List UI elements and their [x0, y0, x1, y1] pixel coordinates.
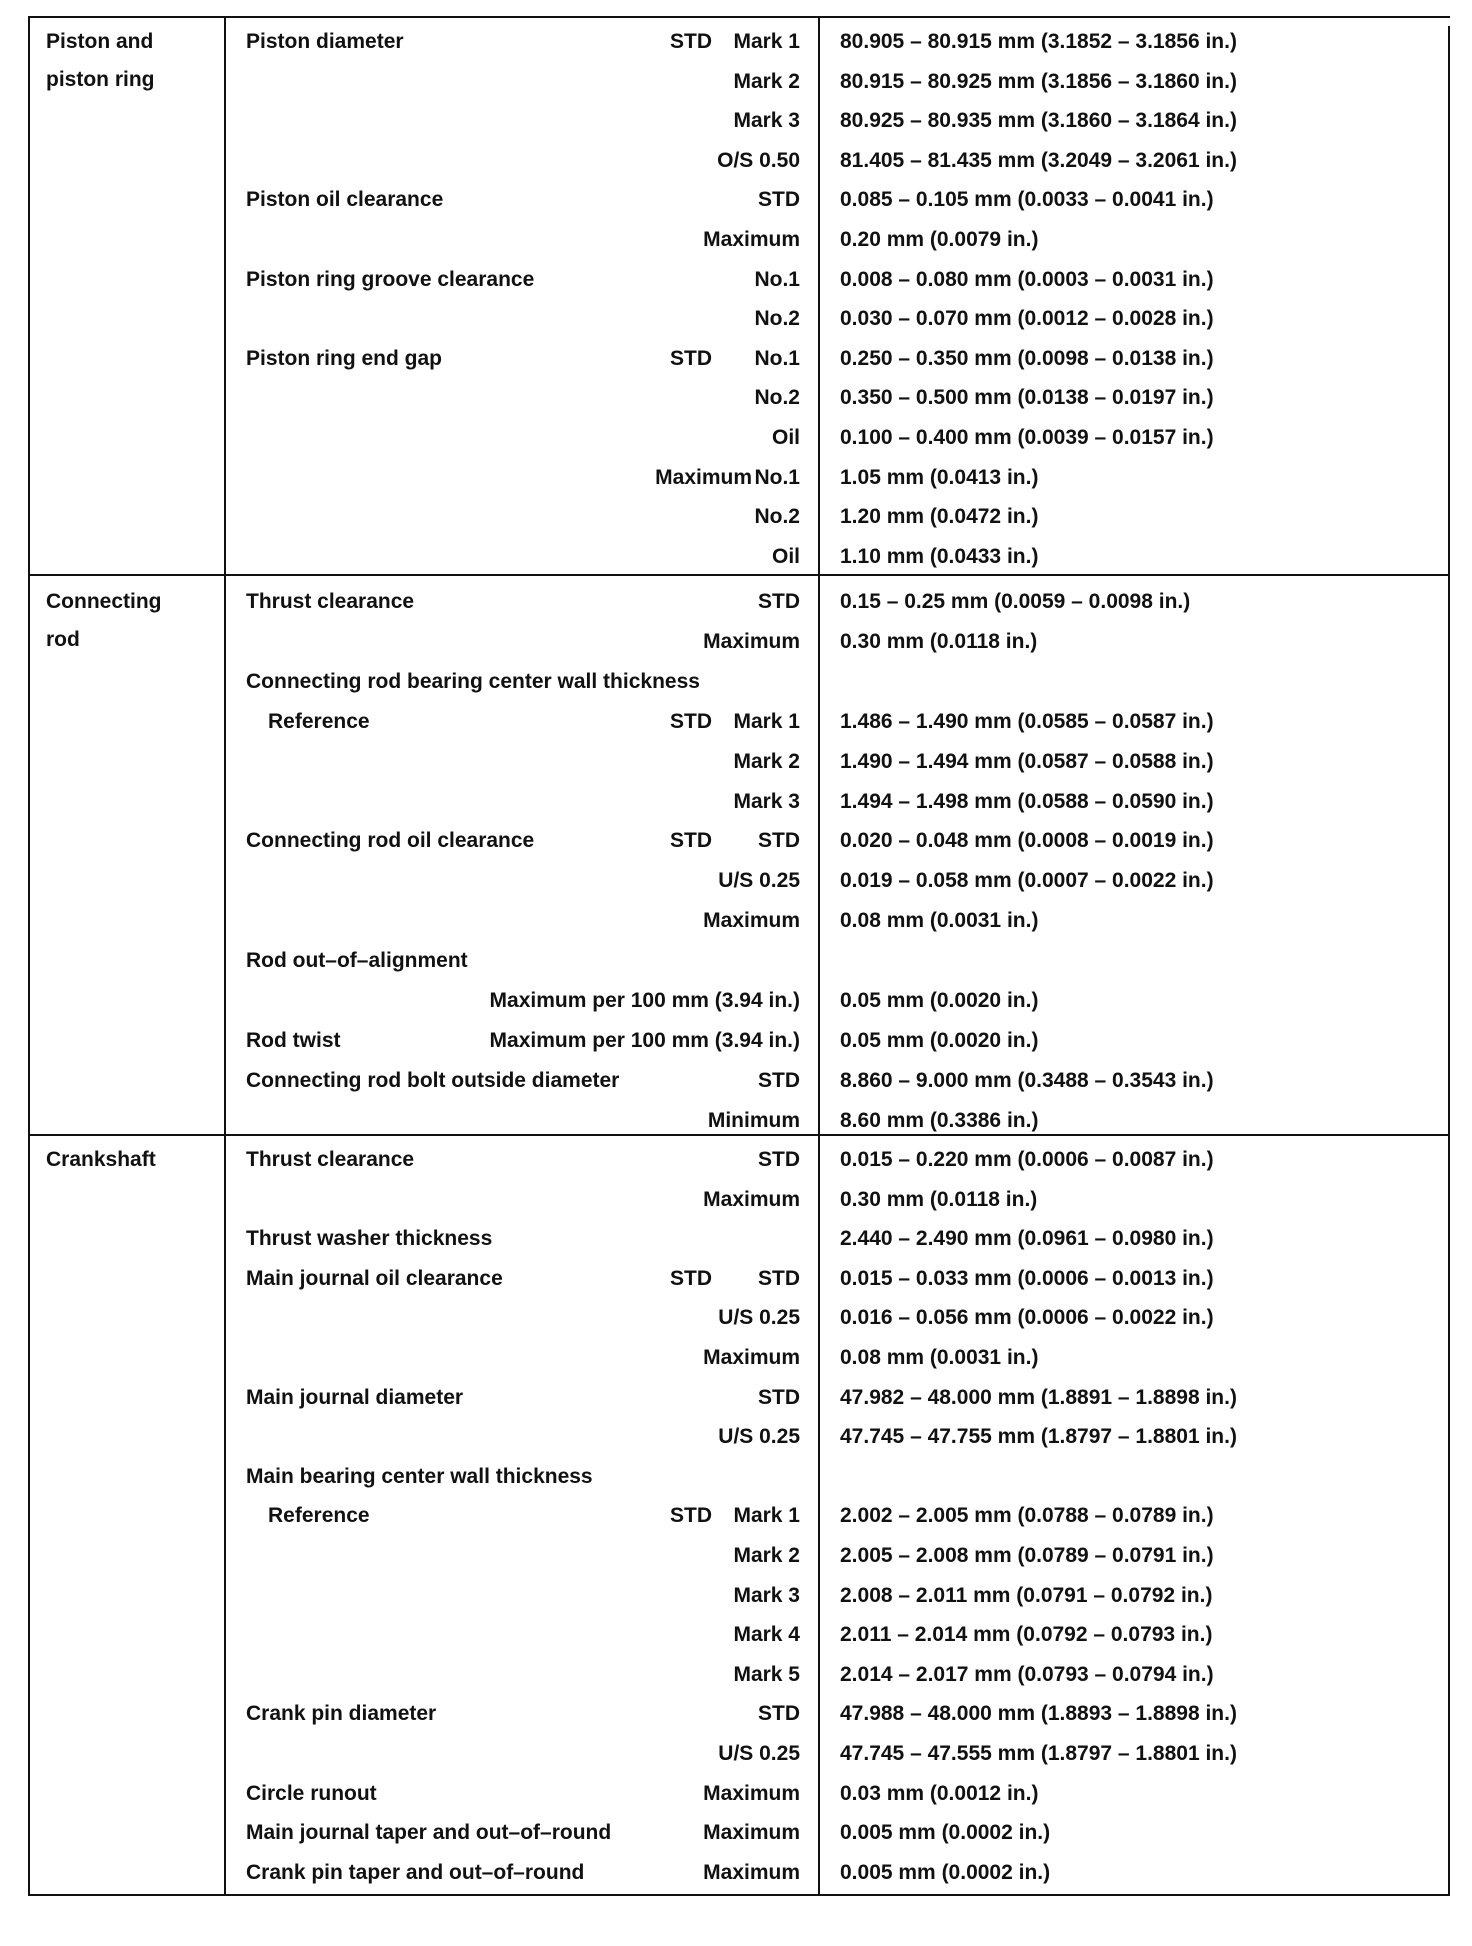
spec-value: 1.490 – 1.494 mm (0.0587 – 0.0588 in.): [840, 749, 1214, 773]
spec-row: [0, 1655, 1472, 1695]
spec-value: 0.019 – 0.058 mm (0.0007 – 0.0022 in.): [840, 869, 1214, 893]
spec-row: [0, 1615, 1472, 1655]
spec-value: 8.860 – 9.000 mm (0.3488 – 0.3543 in.): [840, 1068, 1214, 1092]
condition-major: Maximum: [655, 465, 752, 489]
spec-row: [0, 1496, 1472, 1536]
spec-row: [0, 1180, 1472, 1220]
condition: No.1: [754, 465, 800, 489]
spec-value: 47.988 – 48.000 mm (1.8893 – 1.8898 in.): [840, 1702, 1237, 1726]
spec-row: [0, 941, 1472, 981]
spec-value: 0.30 mm (0.0118 in.): [840, 629, 1038, 653]
spec-value: 0.015 – 0.033 mm (0.0006 – 0.0013 in.): [840, 1266, 1214, 1290]
item-name: Piston ring end gap: [246, 346, 443, 370]
spec-row: [0, 180, 1472, 220]
spec-row: [0, 861, 1472, 901]
spec-row: [0, 1219, 1472, 1259]
spec-value: 2.002 – 2.005 mm (0.0788 – 0.0789 in.): [840, 1504, 1214, 1528]
spec-value: 0.016 – 0.056 mm (0.0006 – 0.0022 in.): [840, 1306, 1214, 1330]
spec-value: 0.350 – 0.500 mm (0.0138 – 0.0197 in.): [840, 386, 1214, 410]
spec-row: [0, 1101, 1472, 1141]
spec-row: [0, 1734, 1472, 1774]
spec-value: 0.05 mm (0.0020 in.): [840, 989, 1039, 1012]
condition-major: STD: [670, 30, 712, 53]
spec-row: [0, 1298, 1472, 1338]
condition: Mark 2: [733, 69, 800, 93]
spec-value: 0.05 mm (0.0020 in.): [840, 1028, 1039, 1052]
spec-row: [0, 1853, 1472, 1893]
condition: STD: [758, 590, 800, 613]
section-label: Connecting: [46, 590, 162, 613]
spec-value: 0.20 mm (0.0079 in.): [840, 228, 1039, 251]
condition: No.1: [754, 346, 800, 370]
item-name: Connecting rod oil clearance: [246, 829, 535, 853]
spec-row: [0, 622, 1472, 662]
spec-row: [0, 1259, 1472, 1299]
spec-row: [0, 1813, 1472, 1853]
spec-value: 0.08 mm (0.0031 in.): [840, 1346, 1039, 1369]
item-name: Rod twist: [246, 1028, 341, 1052]
section-label: piston ring: [46, 68, 155, 91]
spec-value: 0.15 – 0.25 mm (0.0059 – 0.0098 in.): [840, 590, 1191, 613]
item-name: Rod out–of–alignment: [246, 949, 468, 973]
condition: No.2: [754, 505, 800, 529]
spec-value: 1.05 mm (0.0413 in.): [840, 465, 1039, 489]
item-name: Main journal oil clearance: [246, 1266, 503, 1290]
item-name: Reference: [268, 1504, 370, 1528]
spec-value: 2.005 – 2.008 mm (0.0789 – 0.0791 in.): [840, 1544, 1214, 1567]
condition: Maximum: [703, 1860, 800, 1884]
spec-value: 8.60 mm (0.3386 in.): [840, 1108, 1039, 1132]
condition: Maximum: [703, 1821, 800, 1845]
spec-row: [0, 702, 1472, 742]
spec-row: [0, 299, 1472, 339]
condition-major: STD: [670, 1504, 712, 1528]
item-name: Main journal diameter: [246, 1385, 464, 1409]
section-label: Piston and: [46, 30, 154, 53]
item-name: Connecting rod bolt outside diameter: [246, 1068, 620, 1092]
condition-major: STD: [670, 709, 712, 733]
spec-value: 0.08 mm (0.0031 in.): [840, 909, 1039, 933]
condition: Oil: [771, 426, 800, 449]
section-label: rod: [46, 628, 80, 651]
condition: Mark 2: [733, 749, 800, 773]
item-name: Crank pin taper and out–of–round: [246, 1860, 585, 1884]
condition: STD: [758, 829, 800, 853]
spec-value: 2.014 – 2.017 mm (0.0793 – 0.0794 in.): [840, 1662, 1214, 1686]
condition: STD: [758, 1266, 800, 1290]
condition: STD: [758, 188, 800, 212]
spec-row: [0, 378, 1472, 418]
condition: Maximum per 100 mm (3.94 in.): [489, 1028, 800, 1052]
item-name: Circle runout: [246, 1781, 377, 1805]
spec-value: 80.905 – 80.915 mm (3.1852 – 3.1856 in.): [840, 30, 1237, 53]
spec-value: 47.982 – 48.000 mm (1.8891 – 1.8898 in.): [840, 1385, 1237, 1409]
spec-value: 2.008 – 2.011 mm (0.0791 – 0.0792 in.): [840, 1583, 1213, 1607]
spec-row: [0, 497, 1472, 537]
condition: Maximum: [703, 228, 800, 251]
condition: Mark 1: [733, 709, 800, 733]
spec-value: 0.100 – 0.400 mm (0.0039 – 0.0157 in.): [840, 426, 1214, 449]
spec-row: [0, 537, 1472, 577]
spec-row: [0, 339, 1472, 379]
spec-value: 1.20 mm (0.0472 in.): [840, 505, 1039, 529]
spec-row: [0, 1140, 1472, 1180]
condition: STD: [758, 1702, 800, 1726]
condition: STD: [758, 1385, 800, 1409]
condition: U/S 0.25: [718, 1742, 800, 1765]
condition: Mark 2: [733, 1544, 800, 1567]
condition: O/S 0.50: [717, 148, 800, 172]
spec-row: [0, 22, 1472, 62]
spec-value: 0.020 – 0.048 mm (0.0008 – 0.0019 in.): [840, 829, 1214, 853]
condition: Mark 1: [733, 1504, 800, 1528]
spec-value: 0.005 mm (0.0002 in.): [840, 1821, 1051, 1845]
spec-value: 2.011 – 2.014 mm (0.0792 – 0.0793 in.): [840, 1623, 1213, 1647]
spec-row: [0, 141, 1472, 181]
spec-row: [0, 458, 1472, 498]
item-name: Main bearing center wall thickness: [246, 1464, 593, 1488]
bottom-rule: [28, 1894, 1450, 1896]
spec-row: [0, 1417, 1472, 1457]
item-name: Main journal taper and out–of–round: [246, 1821, 612, 1845]
condition-major: STD: [670, 829, 712, 853]
spec-row: [0, 1536, 1472, 1576]
spec-value: 81.405 – 81.435 mm (3.2049 – 3.2061 in.): [840, 148, 1237, 172]
spec-value: 2.440 – 2.490 mm (0.0961 – 0.0980 in.): [840, 1227, 1214, 1251]
spec-row: [0, 220, 1472, 260]
condition: Maximum per 100 mm (3.94 in.): [489, 989, 800, 1012]
condition-major: STD: [670, 1266, 712, 1290]
item-name: Piston ring groove clearance: [246, 267, 535, 291]
condition: Maximum: [703, 1187, 800, 1211]
spec-row: [0, 582, 1472, 622]
condition: Maximum: [703, 629, 800, 653]
condition: Minimum: [707, 1108, 800, 1132]
item-name: Connecting rod bearing center wall thickness: [246, 669, 700, 693]
condition-major: STD: [670, 346, 712, 370]
spec-row: [0, 1021, 1472, 1061]
spec-row: [0, 662, 1472, 702]
condition: U/S 0.25: [718, 1425, 800, 1449]
spec-row: [0, 1457, 1472, 1497]
item-name: Thrust clearance: [246, 1148, 415, 1171]
spec-value: 0.005 mm (0.0002 in.): [840, 1860, 1051, 1884]
spec-row: [0, 742, 1472, 782]
condition: Mark 3: [733, 789, 800, 813]
condition: Maximum: [703, 1346, 800, 1369]
item-name: Piston diameter: [246, 30, 404, 53]
spec-value: 0.250 – 0.350 mm (0.0098 – 0.0138 in.): [840, 346, 1214, 370]
spec-row: [0, 62, 1472, 102]
item-name: Thrust clearance: [246, 590, 415, 613]
spec-value: 0.085 – 0.105 mm (0.0033 – 0.0041 in.): [840, 188, 1214, 212]
spec-value: 0.015 – 0.220 mm (0.0006 – 0.0087 in.): [840, 1148, 1214, 1171]
condition: Mark 4: [733, 1623, 800, 1647]
condition: U/S 0.25: [718, 869, 800, 893]
section-label: Crankshaft: [46, 1148, 156, 1171]
condition: No.2: [754, 307, 800, 331]
condition: STD: [758, 1068, 800, 1092]
spec-row: [0, 981, 1472, 1021]
spec-value: 0.30 mm (0.0118 in.): [840, 1187, 1038, 1211]
spec-value: 1.494 – 1.498 mm (0.0588 – 0.0590 in.): [840, 789, 1214, 813]
spec-row: [0, 1774, 1472, 1814]
spec-row: [0, 1061, 1472, 1101]
spec-value: 0.008 – 0.080 mm (0.0003 – 0.0031 in.): [840, 267, 1214, 291]
spec-row: [0, 1338, 1472, 1378]
spec-row: [0, 418, 1472, 458]
condition: Mark 1: [733, 30, 800, 53]
condition: Mark 3: [733, 109, 800, 133]
condition: Mark 5: [733, 1662, 800, 1686]
spec-row: [0, 260, 1472, 300]
spec-value: 80.925 – 80.935 mm (3.1860 – 3.1864 in.): [840, 109, 1237, 133]
condition: Maximum: [703, 1781, 800, 1805]
spec-value: 1.10 mm (0.0433 in.): [840, 544, 1039, 568]
condition: Oil: [771, 544, 800, 568]
spec-row: [0, 101, 1472, 141]
item-name: Thrust washer thickness: [246, 1227, 493, 1251]
item-name: Piston oil clearance: [246, 188, 444, 212]
condition: U/S 0.25: [718, 1306, 800, 1330]
item-name: Crank pin diameter: [246, 1702, 437, 1726]
condition: STD: [758, 1148, 800, 1171]
spec-row: [0, 1694, 1472, 1734]
condition: Maximum: [703, 909, 800, 933]
spec-value: 47.745 – 47.755 mm (1.8797 – 1.8801 in.): [840, 1425, 1237, 1449]
spec-row: [0, 821, 1472, 861]
spec-value: 47.745 – 47.555 mm (1.8797 – 1.8801 in.): [840, 1742, 1237, 1765]
spec-row: [0, 1378, 1472, 1418]
spec-value: 1.486 – 1.490 mm (0.0585 – 0.0587 in.): [840, 709, 1214, 733]
spec-value: 0.03 mm (0.0012 in.): [840, 1781, 1039, 1805]
spec-value: 80.915 – 80.925 mm (3.1856 – 3.1860 in.): [840, 69, 1237, 93]
top-rule: [28, 16, 1450, 18]
condition: No.1: [754, 267, 800, 291]
condition: Mark 3: [733, 1583, 800, 1607]
spec-value: 0.030 – 0.070 mm (0.0012 – 0.0028 in.): [840, 307, 1214, 331]
spec-row: [0, 901, 1472, 941]
spec-row: [0, 1576, 1472, 1616]
spec-row: [0, 782, 1472, 822]
condition: No.2: [754, 386, 800, 410]
item-name: Reference: [268, 709, 370, 733]
